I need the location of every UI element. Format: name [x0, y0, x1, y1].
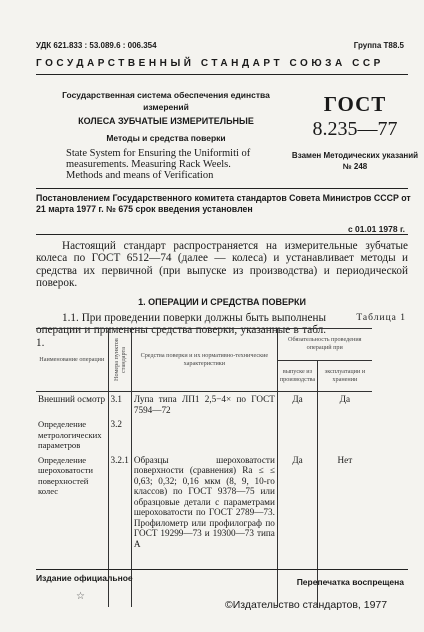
- row-release: Да: [277, 453, 317, 607]
- state-standard-banner: ГОСУДАРСТВЕННЫЙ СТАНДАРТ СОЮЗА ССР: [36, 58, 384, 69]
- reprint-prohibited: Перепечатка воспрещена: [296, 577, 404, 587]
- row-service: Да: [339, 394, 351, 404]
- decree-rule: [36, 234, 408, 235]
- header-service: эксплуатации и хранении: [318, 360, 372, 392]
- footer-rule: [36, 569, 408, 570]
- document-subtitle: Методы и средства поверки: [106, 133, 226, 143]
- section-title: 1. ОПЕРАЦИИ И СРЕДСТВА ПОВЕРКИ: [138, 297, 306, 307]
- header-operation: Наименование операции: [36, 329, 108, 392]
- paragraph-1-1: 1.1. При проведении поверки должны быть выполнены операции и применены средства поверки, указанные в табл. 1.: [36, 312, 326, 349]
- table-row: [36, 417, 372, 453]
- row-clause: 3.2.1: [108, 453, 131, 607]
- header-means: Средства поверки и их нормативно-технические характеристики: [131, 329, 277, 392]
- replaces-note: Взамен Методических указаний № 248: [291, 151, 419, 171]
- row-means: Лупа типа ЛП1 2,5−4× по ГОСТ 7594—72: [131, 392, 277, 418]
- row-operation: Внешний осмотр: [36, 392, 108, 418]
- row-service: Нет: [337, 454, 353, 465]
- gost-label: ГОСТ: [323, 92, 387, 116]
- row-clause: 3.1: [108, 392, 131, 418]
- measurement-system-title: Государственная система обеспечения единства измерений: [62, 90, 270, 112]
- official-edition: Издание официальное: [36, 573, 133, 583]
- row-means: [131, 417, 277, 453]
- effective-date: с 01.01 1978 г.: [347, 224, 405, 234]
- document-title: КОЛЕСА ЗУБЧАТЫЕ ИЗМЕРИТЕЛЬНЫЕ: [78, 116, 254, 126]
- row-release: [277, 417, 317, 453]
- classification-group: Группа Т88.5: [353, 41, 404, 50]
- table-1: [36, 328, 372, 607]
- header-clause: [108, 329, 131, 392]
- publisher-copyright: ©Издательство стандартов, 1977: [225, 599, 388, 611]
- row-clause: 3.2: [108, 417, 131, 453]
- gost-number: 8.235—77: [312, 118, 398, 140]
- header-clause-text: Номера пунктов стандарта: [112, 338, 127, 382]
- decree-text: Постановлением Государственного комитета стандартов Совета Министров СССР от 21 марта 1977 г. № 675 срок введения установлен: [36, 193, 411, 214]
- row-release: Да: [277, 392, 317, 418]
- row-operation: Определение метрологических параметров: [36, 417, 108, 453]
- header-release: выпуске из производства: [277, 360, 317, 392]
- udk-code: УДК 621.833 : 53.089.6 : 006.354: [36, 41, 157, 50]
- intro-paragraph: Настоящий стандарт распространяется на измерительные зубчатые колеса по ГОСТ 6512—74 (далее — колеса) и устанавливает методы и средства их первичной (при выпуске из производства) и периодической поверок.: [36, 240, 408, 289]
- row-means: Образцы шероховатости поверхности (сравнения) Ra ≤ ≤ 0,63; 0,32; 0,16 мкм (8, 9, 10-го классов) по ГОСТ 9378—75 или образцовые детали с параметрами шероховатости по ГОСТ 2789—73. Профилометр или профилограф по ГОСТ 19299—73 и 19300—73 типа А: [131, 453, 277, 607]
- row-operation: Определение шероховатости поверхностей колес: [36, 453, 108, 607]
- english-title: State System for Ensuring the Uniformiti of measurements. Measuring Rack Weels. Methods and means of Verification: [66, 148, 251, 181]
- table-label: Таблица 1: [356, 313, 406, 323]
- header-rule: [36, 74, 408, 75]
- table-row: [36, 392, 372, 418]
- header-mandatory: Обязательность проведения операций при: [277, 329, 371, 361]
- row-service: [318, 417, 372, 453]
- star-mark: ☆: [76, 591, 85, 602]
- intro-block: [36, 240, 408, 289]
- title-rule: [36, 188, 408, 189]
